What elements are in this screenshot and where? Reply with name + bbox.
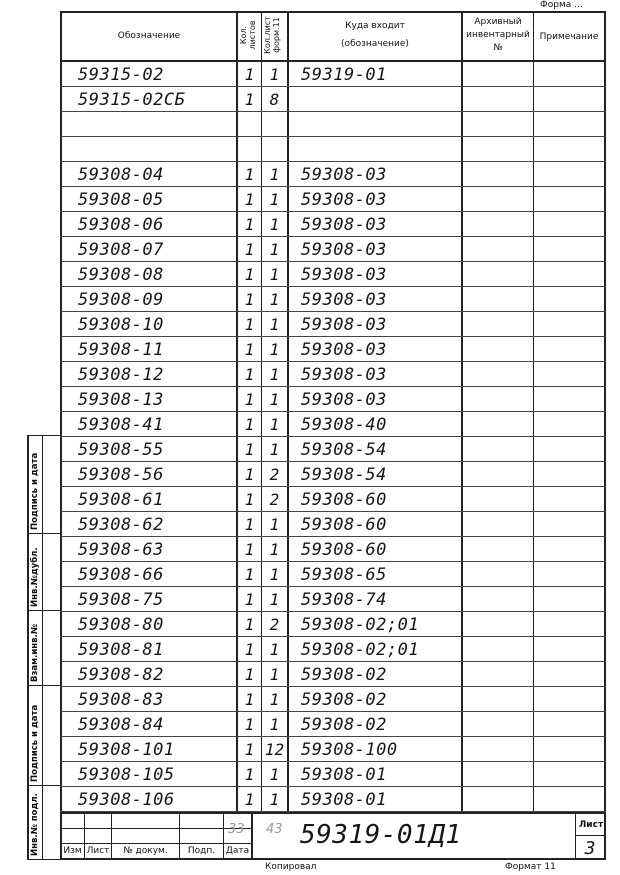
cell-where-used: 59308-02;01 bbox=[301, 615, 420, 635]
cell-where-used: 59308-02 bbox=[301, 715, 387, 735]
cell-where-used: 59308-60 bbox=[301, 490, 387, 510]
cell-formats: 1 bbox=[269, 365, 280, 384]
cell-formats: 1 bbox=[269, 290, 280, 309]
cell-formats: 1 bbox=[269, 215, 280, 234]
cell-designation: 59308-13 bbox=[78, 390, 164, 410]
cell-where-used: 59308-60 bbox=[301, 540, 387, 560]
cell-formats: 1 bbox=[269, 640, 280, 659]
cell-where-used: 59308-03 bbox=[301, 315, 387, 335]
cell-formats: 2 bbox=[269, 490, 280, 509]
side-label-inv-orig: Инв.№ подл. bbox=[30, 793, 40, 856]
cell-designation: 59315-02 bbox=[78, 65, 164, 85]
cell-formats: 1 bbox=[269, 765, 280, 784]
cell-designation: 59308-84 bbox=[78, 715, 164, 735]
cell-where-used: 59308-03 bbox=[301, 265, 387, 285]
cell-sheets: 1 bbox=[244, 640, 255, 659]
title-col-izm: Изм bbox=[63, 846, 82, 856]
cell-designation: 59308-09 bbox=[78, 290, 164, 310]
cell-designation: 59308-08 bbox=[78, 265, 164, 285]
cell-designation: 59308-11 bbox=[78, 340, 164, 360]
cell-formats: 1 bbox=[269, 265, 280, 284]
cell-designation: 59315-02СБ bbox=[78, 90, 186, 110]
cell-designation: 59308-105 bbox=[78, 765, 175, 785]
cell-designation: 59308-07 bbox=[78, 240, 164, 260]
cell-designation: 59308-04 bbox=[78, 165, 164, 185]
cell-where-used: 59308-03 bbox=[301, 240, 387, 260]
cell-where-used: 59308-60 bbox=[301, 515, 387, 535]
cell-formats: 1 bbox=[269, 540, 280, 559]
cell-where-used: 59308-03 bbox=[301, 365, 387, 385]
sheet-label: Лист bbox=[578, 820, 604, 830]
cell-designation: 59308-80 bbox=[78, 615, 164, 635]
cell-where-used: 59308-40 bbox=[301, 415, 387, 435]
cell-where-used: 59308-03 bbox=[301, 215, 387, 235]
header-note: Примечание bbox=[539, 32, 599, 42]
cell-formats: 2 bbox=[269, 465, 280, 484]
cell-sheets: 1 bbox=[244, 440, 255, 459]
sheet-number: 3 bbox=[584, 838, 596, 859]
side-label-inv-dupl: Инв.№дубл. bbox=[30, 547, 40, 607]
title-col-doc: № докум. bbox=[123, 846, 168, 856]
cell-where-used: 59308-01 bbox=[301, 765, 387, 785]
cell-formats: 1 bbox=[269, 690, 280, 709]
cell-designation: 59308-06 bbox=[78, 215, 164, 235]
cell-formats: 1 bbox=[269, 715, 280, 734]
cell-designation: 59308-82 bbox=[78, 665, 164, 685]
cell-sheets: 1 bbox=[244, 65, 255, 84]
pencil-mark-1: 33 bbox=[228, 822, 245, 837]
cell-formats: 1 bbox=[269, 665, 280, 684]
cell-sheets: 1 bbox=[244, 315, 255, 334]
cell-formats: 1 bbox=[269, 515, 280, 534]
cell-designation: 59308-81 bbox=[78, 640, 164, 660]
title-col-sign: Подп. bbox=[187, 846, 216, 856]
cell-where-used: 59308-03 bbox=[301, 340, 387, 360]
cell-sheets: 1 bbox=[244, 740, 255, 759]
cell-designation: 59308-66 bbox=[78, 565, 164, 585]
cell-designation: 59308-83 bbox=[78, 690, 164, 710]
cell-sheets: 1 bbox=[244, 490, 255, 509]
cell-where-used: 59308-74 bbox=[301, 590, 387, 610]
cell-designation: 59308-61 bbox=[78, 490, 164, 510]
cell-sheets: 1 bbox=[244, 165, 255, 184]
cell-where-used: 59308-54 bbox=[301, 440, 387, 460]
cell-sheets: 1 bbox=[244, 340, 255, 359]
cell-where-used: 59308-03 bbox=[301, 390, 387, 410]
form-label: Форма ... bbox=[540, 0, 583, 10]
cell-formats: 1 bbox=[269, 590, 280, 609]
title-col-list: Лист bbox=[86, 846, 110, 856]
cell-where-used: 59308-01 bbox=[301, 790, 387, 810]
cell-sheets: 1 bbox=[244, 715, 255, 734]
cell-formats: 1 bbox=[269, 790, 280, 809]
document-code: 59319-01Д1 bbox=[300, 820, 462, 850]
side-label-sign-date-bottom: Подпись и дата bbox=[30, 704, 40, 782]
cell-sheets: 1 bbox=[244, 665, 255, 684]
cell-sheets: 1 bbox=[244, 90, 255, 109]
header-sheet-count: Кол. листов bbox=[239, 20, 257, 50]
cell-formats: 1 bbox=[269, 565, 280, 584]
header-archive: Архивный инвентарный № bbox=[466, 17, 530, 53]
cell-designation: 59308-55 bbox=[78, 440, 164, 460]
cell-formats: 1 bbox=[269, 190, 280, 209]
cell-sheets: 1 bbox=[244, 465, 255, 484]
cell-where-used: 59308-03 bbox=[301, 290, 387, 310]
cell-where-used: 59308-02 bbox=[301, 665, 387, 685]
cell-designation: 59308-106 bbox=[78, 790, 175, 810]
cell-sheets: 1 bbox=[244, 265, 255, 284]
cell-where-used: 59308-02;01 bbox=[301, 640, 420, 660]
title-col-date: Дата bbox=[225, 846, 250, 856]
cell-sheets: 1 bbox=[244, 790, 255, 809]
cell-sheets: 1 bbox=[244, 365, 255, 384]
footer-format: Формат 11 bbox=[505, 862, 556, 872]
cell-designation: 59308-75 bbox=[78, 590, 164, 610]
cell-designation: 59308-12 bbox=[78, 365, 164, 385]
cell-designation: 59308-56 bbox=[78, 465, 164, 485]
side-label-sign-date-top: Подпись и дата bbox=[30, 452, 40, 530]
cell-formats: 12 bbox=[264, 740, 285, 759]
cell-formats: 1 bbox=[269, 315, 280, 334]
cell-sheets: 1 bbox=[244, 690, 255, 709]
pencil-mark-2: 43 bbox=[266, 822, 283, 837]
cell-sheets: 1 bbox=[244, 565, 255, 584]
cell-sheets: 1 bbox=[244, 615, 255, 634]
cell-sheets: 1 bbox=[244, 540, 255, 559]
cell-designation: 59308-05 bbox=[78, 190, 164, 210]
cell-where-used: 59308-03 bbox=[301, 190, 387, 210]
header-designation: Обозначение bbox=[117, 31, 181, 41]
cell-formats: 1 bbox=[269, 390, 280, 409]
cell-sheets: 1 bbox=[244, 590, 255, 609]
cell-where-used: 59308-02 bbox=[301, 690, 387, 710]
cell-formats: 1 bbox=[269, 165, 280, 184]
cell-sheets: 1 bbox=[244, 190, 255, 209]
cell-formats: 1 bbox=[269, 340, 280, 359]
cell-where-used: 59308-54 bbox=[301, 465, 387, 485]
cell-sheets: 1 bbox=[244, 765, 255, 784]
cell-formats: 2 bbox=[269, 615, 280, 634]
footer-copied: Копировал bbox=[265, 862, 317, 872]
side-label-vzam-inv: Взам.инв.№ bbox=[30, 624, 40, 682]
cell-sheets: 1 bbox=[244, 215, 255, 234]
cell-sheets: 1 bbox=[244, 515, 255, 534]
cell-sheets: 1 bbox=[244, 290, 255, 309]
cell-designation: 59308-10 bbox=[78, 315, 164, 335]
cell-sheets: 1 bbox=[244, 240, 255, 259]
cell-where-used: 59308-100 bbox=[301, 740, 398, 760]
cell-where-used: 59308-65 bbox=[301, 565, 387, 585]
cell-formats: 1 bbox=[269, 65, 280, 84]
header-where-used: Куда входит (обозначение) bbox=[341, 21, 409, 49]
cell-formats: 1 bbox=[269, 240, 280, 259]
cell-designation: 59308-62 bbox=[78, 515, 164, 535]
cell-formats: 1 bbox=[269, 440, 280, 459]
cell-formats: 1 bbox=[269, 415, 280, 434]
header-format-count: Кол.лист форм.11 bbox=[263, 16, 281, 54]
cell-designation: 59308-101 bbox=[78, 740, 175, 760]
cell-where-used: 59319-01 bbox=[301, 65, 387, 85]
cell-designation: 59308-63 bbox=[78, 540, 164, 560]
cell-designation: 59308-41 bbox=[78, 415, 164, 435]
cell-where-used: 59308-03 bbox=[301, 165, 387, 185]
cell-sheets: 1 bbox=[244, 390, 255, 409]
cell-formats: 8 bbox=[269, 90, 280, 109]
cell-sheets: 1 bbox=[244, 415, 255, 434]
